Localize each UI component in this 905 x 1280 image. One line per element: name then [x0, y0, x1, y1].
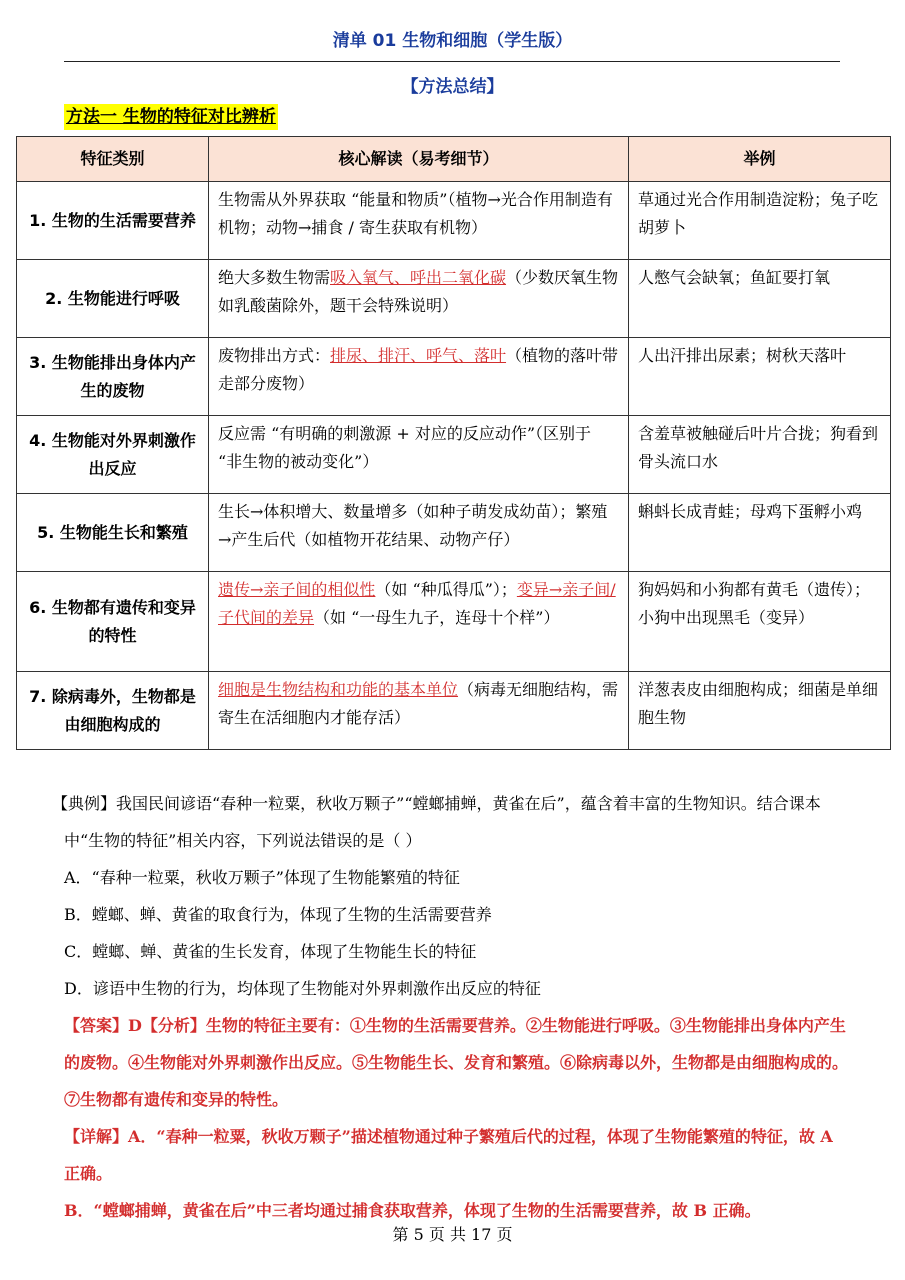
feature-detail — [209, 672, 629, 750]
feature-table — [16, 136, 891, 750]
feature-example: 含羞草被触碰后叶片合拢；狗看到骨头流口水 — [629, 416, 891, 494]
detail-a: 【详解】A．“春种一粒粟，秋收万颗子”描述植物通过种子繁殖后代的过程，体现了生物能繁殖的特征，故 A 正确。 — [64, 1127, 833, 1183]
feature-category: 6. 生物都有遗传和变异的特性 — [17, 572, 209, 672]
detail-text: （如 “一母生九子，连母十个样”） — [314, 608, 560, 627]
detail-text: （植物的落叶带走部分废物） — [218, 346, 619, 393]
feature-category: 3. 生物能排出身体内产生的废物 — [17, 338, 209, 416]
detail-b: B．“螳螂捕蝉，黄雀在后”中三者均通过捕食获取营养，体现了生物的生活需要营养，故 B 正确。 — [64, 1201, 761, 1220]
table-row — [17, 494, 891, 572]
detail-text: （如 “种瓜得瓜”）； — [375, 580, 517, 599]
feature-example: 蝌蚪长成青蛙；母鸡下蛋孵小鸡 — [629, 494, 891, 572]
document-header-title: 清单 01 生物和细胞（学生版） — [332, 31, 573, 51]
feature-example: 人憋气会缺氧；鱼缸要打氧 — [629, 260, 891, 338]
detail-text: 绝大多数生物需 — [218, 268, 331, 287]
option-d: D．谚语中生物的行为，均体现了生物能对外界刺激作出反应的特征 — [64, 979, 541, 998]
feature-example: 人出汗排出尿素；树秋天落叶 — [629, 338, 891, 416]
feature-detail — [209, 416, 629, 494]
feature-category: 2. 生物能进行呼吸 — [17, 260, 209, 338]
option-c: C．螳螂、蝉、黄雀的生长发育，体现了生物能生长的特征 — [64, 942, 477, 961]
feature-detail — [209, 260, 629, 338]
table-row — [17, 182, 891, 260]
option-a: A．“春种一粒粟，秋收万颗子”体现了生物能繁殖的特征 — [64, 868, 460, 887]
detail-text: （病毒无细胞结构，需寄生在活细胞内才能存活） — [218, 680, 619, 727]
table-row — [17, 338, 891, 416]
feature-detail — [209, 338, 629, 416]
section-title: 【方法总结】 — [401, 77, 504, 97]
example-question — [52, 785, 854, 1229]
detail-text: 废物排出方式： — [218, 346, 331, 365]
table-row — [17, 572, 891, 672]
detail-text: 生长→体积增大、数量增多（如种子萌发成幼苗）；繁殖→产生后代（如植物开花结果、动物产仔） — [218, 502, 608, 549]
feature-example: 狗妈妈和小狗都有黄毛（遗传）；小狗中出现黑毛（变异） — [629, 572, 891, 672]
page-footer: 第 5 页 共 17 页 — [392, 1225, 513, 1244]
table-row — [17, 416, 891, 494]
detail-text: （少数厌氧生物如乳酸菌除外，题干会特殊说明） — [218, 268, 619, 315]
table-row — [17, 672, 891, 750]
highlighted-keyphrase: 吸入氧气、呼出二氧化碳 — [330, 268, 507, 287]
feature-detail — [209, 182, 629, 260]
table-header-example: 举例 — [629, 137, 891, 182]
feature-category: 4. 生物能对外界刺激作出反应 — [17, 416, 209, 494]
answer-analysis: 【答案】D【分析】生物的特征主要有：①生物的生活需要营养。②生物能进行呼吸。③生物能排出身体内产生的废物。④生物能对外界刺激作出反应。⑤生物能生长、发育和繁殖。⑥除病毒以外，生物都是由细胞构成的。⑦生物都有遗传和变异的特性。 — [64, 1016, 849, 1109]
feature-detail — [209, 494, 629, 572]
highlighted-keyphrase: 遗传→亲子间的相似性 — [218, 580, 376, 599]
highlighted-keyphrase: 排尿、排汗、呼气、落叶 — [330, 346, 507, 365]
feature-detail — [209, 572, 629, 672]
method-title: 方法一 生物的特征对比辨析 — [64, 104, 278, 130]
detail-text: 反应需 “有明确的刺激源 + 对应的反应动作”（区别于 “非生物的被动变化”） — [218, 424, 592, 471]
feature-category: 7. 除病毒外，生物都是由细胞构成的 — [17, 672, 209, 750]
highlighted-keyphrase: 变异→亲子间/子代间的差异 — [218, 580, 616, 627]
highlighted-keyphrase: 细胞是生物结构和功能的基本单位 — [218, 680, 459, 699]
detail-text: 生物需从外界获取 “能量和物质”（植物→光合作用制造有机物；动物→捕食 / 寄生获取有机物） — [218, 190, 613, 237]
table-header-detail: 核心解读（易考细节） — [209, 137, 629, 182]
feature-category: 5. 生物能生长和繁殖 — [17, 494, 209, 572]
option-b: B．螳螂、蝉、黄雀的取食行为，体现了生物的生活需要营养 — [64, 905, 492, 924]
feature-example: 草通过光合作用制造淀粉；兔子吃胡萝卜 — [629, 182, 891, 260]
table-header-row — [17, 137, 891, 182]
feature-example: 洋葱表皮由细胞构成；细菌是单细胞生物 — [629, 672, 891, 750]
feature-category: 1. 生物的生活需要营养 — [17, 182, 209, 260]
table-header-category: 特征类别 — [17, 137, 209, 182]
header-divider — [64, 61, 840, 62]
table-row — [17, 260, 891, 338]
question-stem: 【典例】我国民间谚语“春种一粒粟，秋收万颗子”“螳螂捕蝉，黄雀在后”，蕴含着丰富的生物知识。结合课本中“生物的特征”相关内容，下列说法错误的是（ ） — [52, 794, 821, 850]
